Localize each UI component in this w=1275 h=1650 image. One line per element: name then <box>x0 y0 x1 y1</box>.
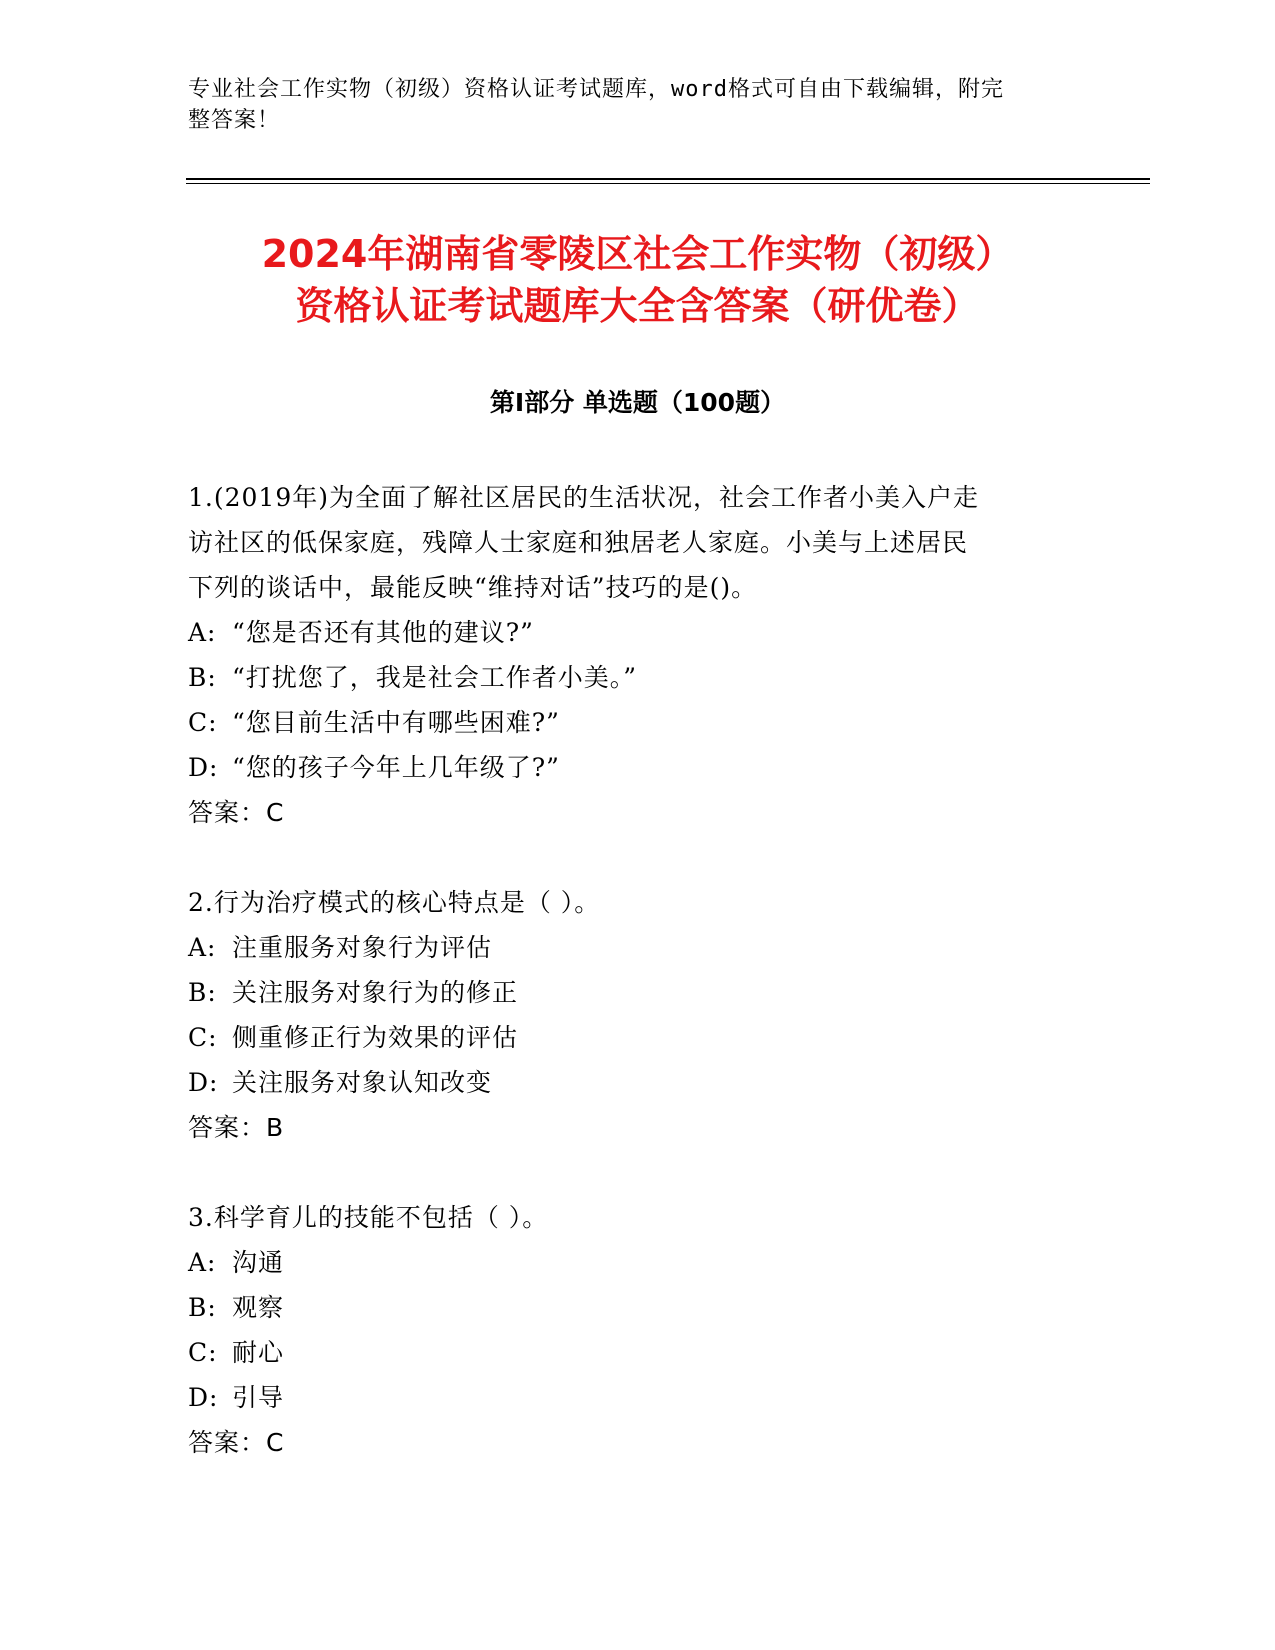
option-key: D: <box>188 1068 219 1097</box>
option-text: “您的孩子今年上几年级了?” <box>232 753 560 782</box>
option-text: 侧重修正行为效果的评估 <box>232 1023 519 1052</box>
option-key: D: <box>188 753 219 782</box>
question-2 <box>188 880 1078 1150</box>
question-list <box>188 475 1078 1510</box>
option-c <box>188 1015 1078 1060</box>
option-text: 沟通 <box>232 1248 285 1277</box>
option-text: 耐心 <box>232 1338 285 1367</box>
option-key: A: <box>188 1248 217 1277</box>
question-stem-line: 访社区的低保家庭，残障人士家庭和独居老人家庭。小美与上述居民 <box>188 528 969 557</box>
question-stem-line: 下列的谈话中，最能反映“维持对话”技巧的是()。 <box>188 573 758 602</box>
option-text: 引导 <box>232 1383 285 1412</box>
header-divider-thick <box>186 178 1150 180</box>
answer-label: 答案：B <box>188 1113 285 1142</box>
option-key: A: <box>188 933 217 962</box>
page-header <box>188 74 1068 136</box>
option-d <box>188 745 1078 790</box>
option-key: B: <box>188 1293 217 1322</box>
option-text: “您是否还有其他的建议?” <box>232 618 534 647</box>
question-stem-line: 2.行为治疗模式的核心特点是（ ）。 <box>188 888 601 917</box>
option-a <box>188 610 1078 655</box>
option-b <box>188 655 1078 700</box>
option-key: D: <box>188 1383 219 1412</box>
option-key: B: <box>188 663 217 692</box>
option-d <box>188 1375 1078 1420</box>
header-line-2: 整答案！ <box>188 108 281 133</box>
question-stem-line: 3.科学育儿的技能不包括（ ）。 <box>188 1203 549 1232</box>
option-b <box>188 970 1078 1015</box>
option-key: A: <box>188 618 217 647</box>
header-line-1: 专业社会工作实物（初级）资格认证考试题库，word格式可自由下载编辑，附完 <box>188 77 1004 102</box>
option-a <box>188 925 1078 970</box>
option-key: C: <box>188 1338 218 1367</box>
option-d <box>188 1060 1078 1105</box>
option-key: B: <box>188 978 217 1007</box>
option-c <box>188 700 1078 745</box>
question-stem-line: 1.(2019年)为全面了解社区居民的生活状况，社会工作者小美入户走 <box>188 483 979 512</box>
option-text: “您目前生活中有哪些困难?” <box>232 708 560 737</box>
option-c <box>188 1330 1078 1375</box>
option-b <box>188 1285 1078 1330</box>
option-text: 观察 <box>232 1293 285 1322</box>
document-title <box>120 228 1155 332</box>
answer-label: 答案：C <box>188 1428 285 1457</box>
option-text: 关注服务对象行为的修正 <box>232 978 519 1007</box>
document-title-line-2: 资格认证考试题库大全含答案（研优卷） <box>295 284 980 328</box>
document-title-line-1: 2024年湖南省零陵区社会工作实物（初级） <box>261 232 1014 276</box>
option-a <box>188 1240 1078 1285</box>
question-1 <box>188 475 1078 835</box>
option-key: C: <box>188 1023 218 1052</box>
question-3 <box>188 1195 1078 1465</box>
option-text: “打扰您了，我是社会工作者小美。” <box>232 663 638 692</box>
answer-label: 答案：C <box>188 798 285 827</box>
option-key: C: <box>188 708 218 737</box>
option-text: 注重服务对象行为评估 <box>232 933 493 962</box>
header-divider-thin <box>186 183 1150 184</box>
option-text: 关注服务对象认知改变 <box>232 1068 493 1097</box>
section-title: 第Ⅰ部分 单选题（100题） <box>489 388 786 417</box>
